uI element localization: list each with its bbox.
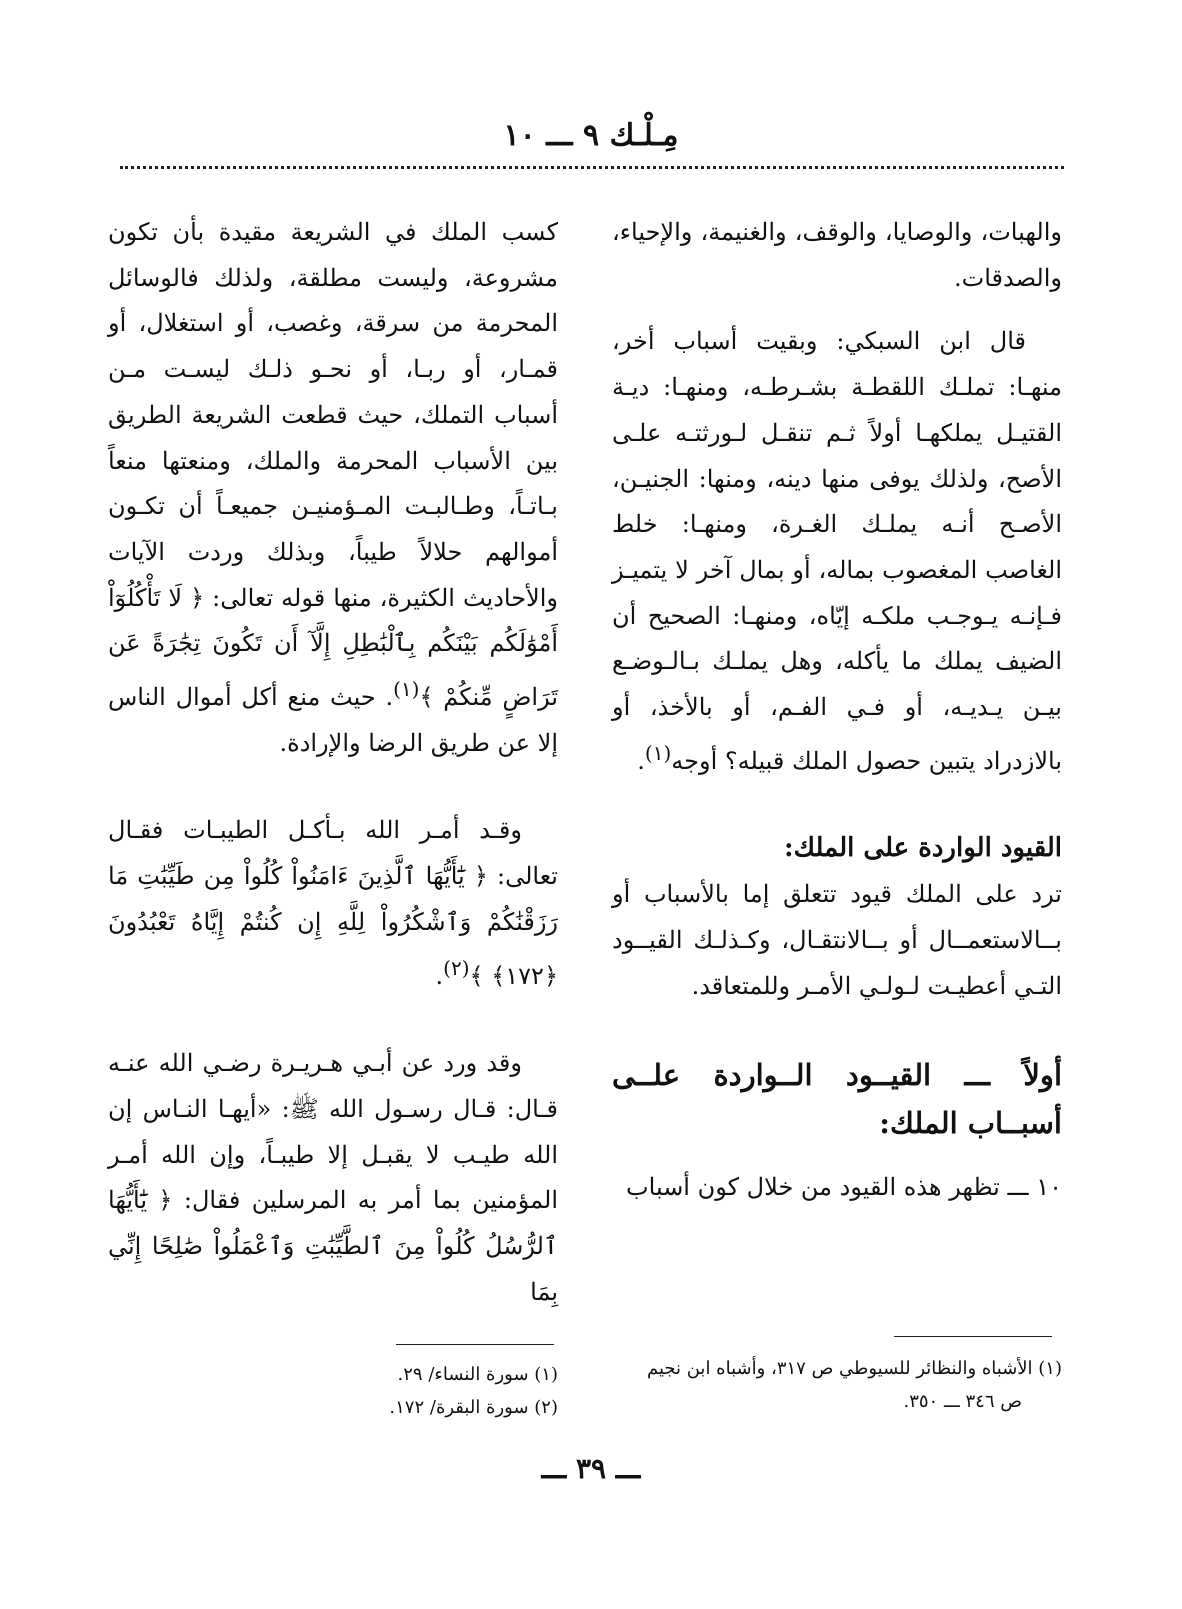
footnote-rule xyxy=(396,1344,554,1345)
footnote-ref: (١) xyxy=(644,740,672,765)
footnotes-left xyxy=(108,1358,558,1424)
paragraph: والهبات، والوصايا، والوقف، والغنيمة، والإحياء، والصدقات. xyxy=(612,218,1062,292)
footnote-rule xyxy=(894,1336,1052,1337)
paragraph-end: . حيث منع أكل أموال الناس إلا عن طريق الرضا والإرادة. xyxy=(108,683,558,757)
right-column xyxy=(612,210,1062,1211)
section-heading: القيود الواردة على الملك: xyxy=(784,833,1062,864)
paragraph-text: قال ابن السبكي: وبقيت أسباب أخر، منهـا: تملـك اللقطـة بشـرطـه، ومنهـا: ديـة القتيـل يملكهـا أولاً ثـم تنقـل لـورثتـه علـى الأصح، ولذلك يوفى منها دينه، ومنها: الجنيـن، الأصـح أنـه يملـك الغـرة، ومنهـا: خلط الغاصب المغصوب بماله، أو بمال آخر لا يتميـز فـإنـه يـوجـب ملكـه إيّاه، ومنهـا: الصحيح أن الضيف يملك ما يأكله، وهل يملـك بـالـوضـع بيـن يـديـه، أو فـي الفـم، أو بالأخذ، أو بالازدراد يتبين حصول الملك قبيله؟ أوجه xyxy=(612,327,1062,775)
footnote: (١) سورة النساء/ ٢٩. xyxy=(397,1364,558,1385)
paragraph-end: . xyxy=(435,961,444,990)
paragraph xyxy=(612,319,1062,784)
header-dotted-rule xyxy=(120,166,1064,169)
paragraph: ترد على الملك قيود تتعلق إما بالأسباب أو بــالاستعمــال أو بــالانتقـال، وكـذلـك القيــود التـي أعطيـت لـولـي الأمـر وللمتعاقد. xyxy=(612,880,1062,1000)
paragraph-text: وقـد أمـر الله بـأكـل الطيبـات فقـال تعالى: ﴿ يَٰٓأَيُّهَا ٱلَّذِينَ ءَامَنُواْ كُلُواْ مِن طَيِّبَٰتِ مَا رَزَقْنَٰكُمْ وَٱشْكُرُواْ لِلَّهِ إِن كُنتُمْ إِيَّاهُ تَعْبُدُونَ ﴿١٧٢﴾ ﴾ xyxy=(108,816,558,990)
section-heading: أولاً ـــ القيــود الــواردة علــى أسبــاب الملك: xyxy=(612,1058,1062,1141)
footnote-ref: (١) xyxy=(393,677,420,702)
paragraph: ١٠ ـــ تظهر هذه القيود من خلال كون أسباب xyxy=(626,1173,1062,1202)
footnote-ref: (٢) xyxy=(443,955,470,980)
footnote: (٢) سورة البقرة/ ١٧٢. xyxy=(389,1397,558,1418)
footnotes-right xyxy=(606,1352,1062,1418)
paragraph: وقد ورد عن أبـي هـريـرة رضـي الله عنـه قـال: قـال رسـول الله ﷺ: «أيهـا النـاس إن الله طيـب لا يقبـل إلا طيبـاً، وإن الله أمـر المؤمنين بما أمر به المرسلين فقال: ﴿ يَٰٓأَيُّهَا ٱلرُّسُلُ كُلُواْ مِنَ ٱلطَّيِّبَٰتِ وَٱعْمَلُواْ صَٰلِحًا إِنِّي بِمَا xyxy=(108,1049,558,1306)
paragraph-text: كسب الملك في الشريعة مقيدة بأن تكون مشروعة، وليست مطلقة، ولذلك فالوسائل المحرمة من سرقة، وغصب، أو استغلال، أو قمـار، أو ربـا، أو نحـو ذلـك ليسـت مـن أسباب التملك، حيث قطعت الشريعة الطريق بين الأسباب المحرمة والملك، ومنعتها منعاً بـاتـاً، وطـالبـت المـؤمنيـن جميعـاً أن تكـون أموالهم حلالاً طيباً، وبذلك وردت الآيات والأحاديث الكثيرة، منها قوله تعالى: ﴿ لَا تَأْكُلُوٓاْ أَمْوَٰلَكُم بَيْنَكُم بِٱلْبَٰطِلِ إِلَّآ أَن تَكُونَ تِجَٰرَةً عَن تَرَاضٍ مِّنكُمْ ﴾ xyxy=(108,218,559,712)
paragraph xyxy=(108,210,558,766)
running-title: مِـلْـك ٩ ـــ ١٠ xyxy=(503,118,679,153)
footnote: (١) الأشباه والنظائر للسيوطي ص ٣١٧، وأشباه ابن نجيم xyxy=(646,1358,1062,1379)
paragraph xyxy=(108,808,558,999)
page-number: ـــ ٣٩ ـــ xyxy=(541,1452,641,1485)
footnote-continuation: ص ٣٤٦ ـــ ٣٥٠. xyxy=(903,1391,1022,1412)
paragraph-end: . xyxy=(637,746,645,775)
left-column xyxy=(108,210,558,1315)
